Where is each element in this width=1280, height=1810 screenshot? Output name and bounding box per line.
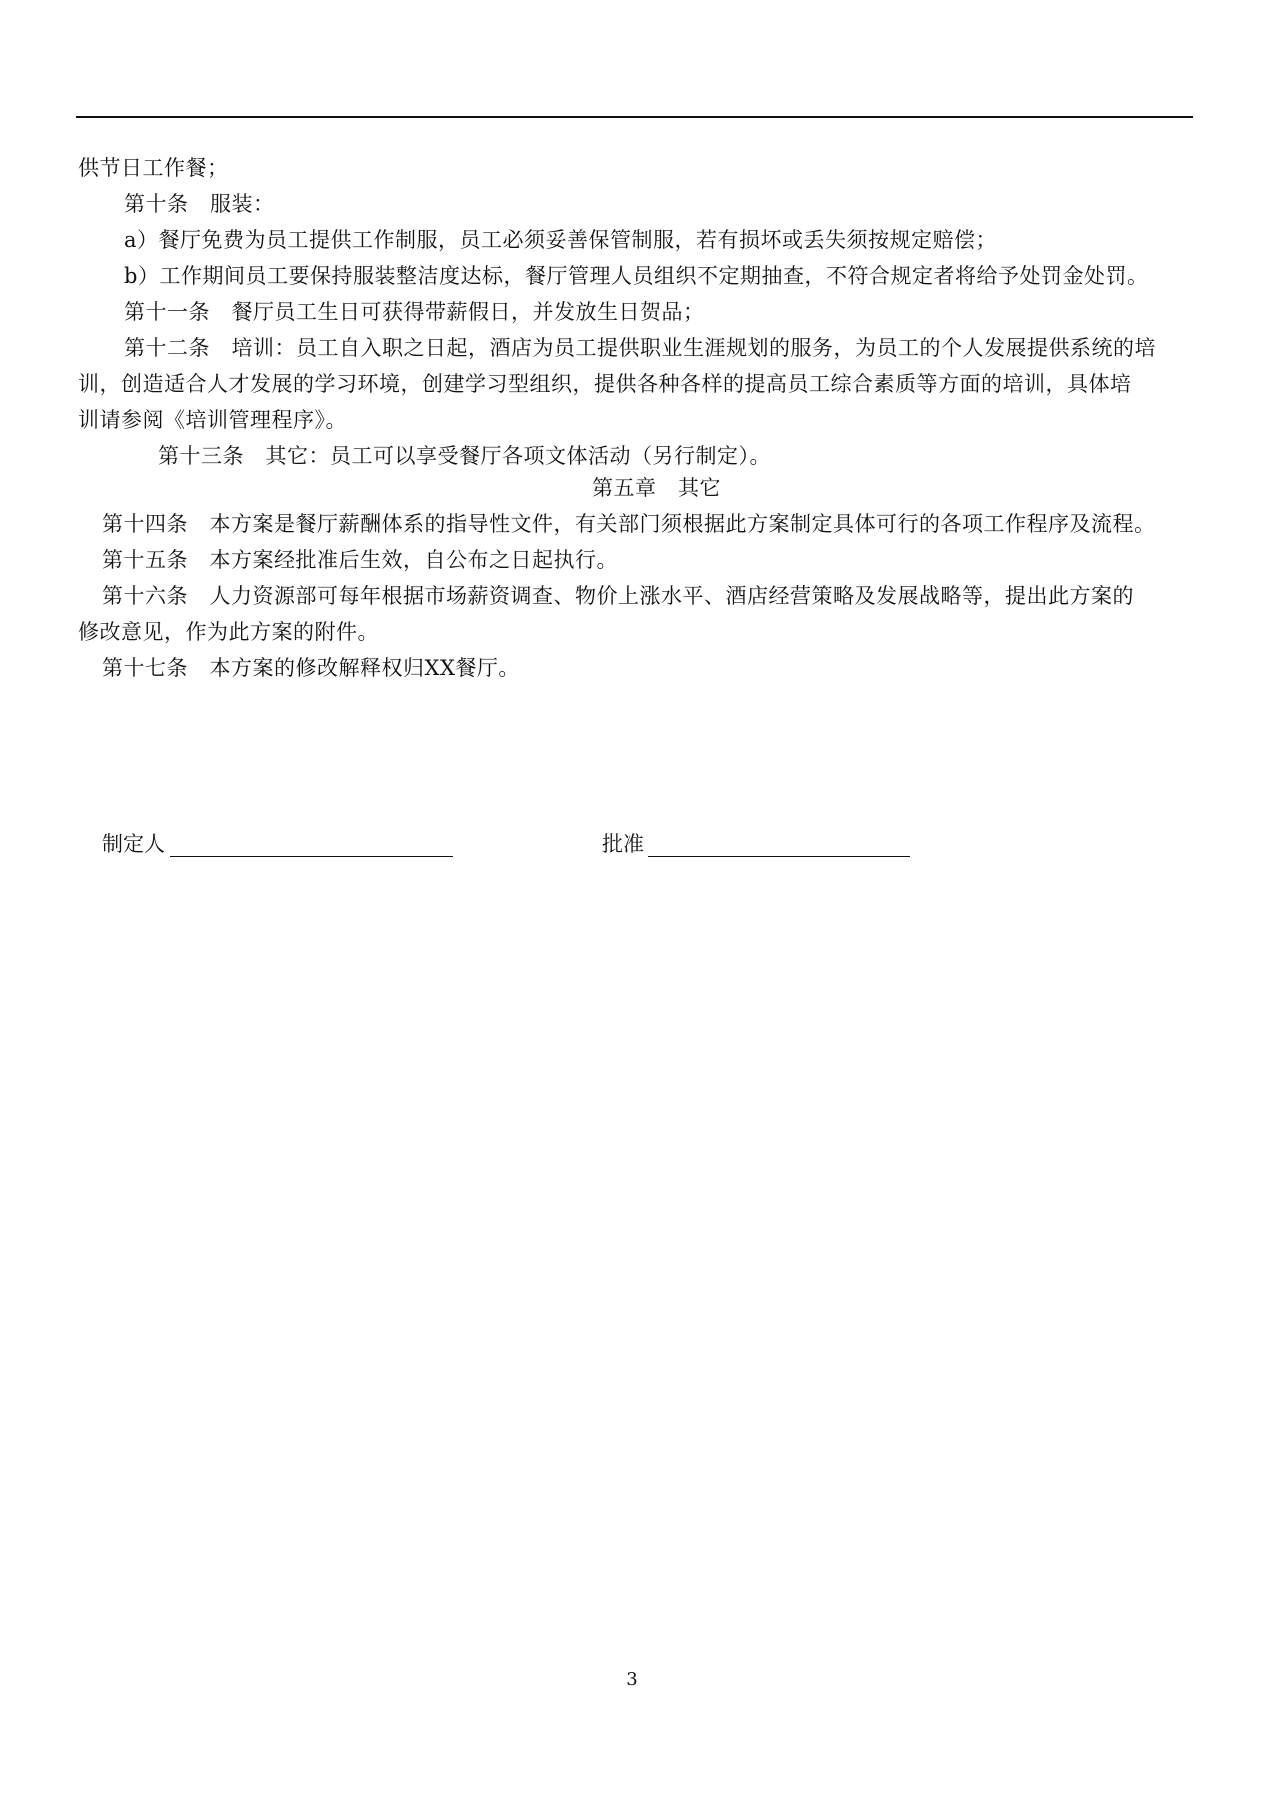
chapter-5-heading: 第五章 其它	[592, 476, 721, 500]
article-12-line-3: 训请参阅《培训管理程序》。	[78, 408, 347, 432]
text-line-continuation: 供节日工作餐；	[78, 156, 229, 180]
article-10-heading: 第十条 服装：	[124, 192, 275, 216]
page-number: 3	[626, 1669, 638, 1690]
article-17: 第十七条 本方案的修改解释权归XX餐厅。	[102, 656, 520, 680]
article-12-line-2: 训，创造适合人才发展的学习环境，创建学习型组织，提供各种各样的提高员工综合素质等方面的培训，具体培	[78, 372, 1132, 396]
header-rule	[76, 116, 1193, 118]
article-14: 第十四条 本方案是餐厅薪酬体系的指导性文件，有关部门须根据此方案制定具体可行的各项工作程序及流程。	[102, 512, 1156, 536]
article-10-item-b: b）工作期间员工要保持服装整洁度达标，餐厅管理人员组织不定期抽查，不符合规定者将给予处罚金处罚。	[124, 264, 1149, 288]
article-15: 第十五条 本方案经批准后生效，自公布之日起执行。	[102, 548, 618, 572]
drafter-label: 制定人	[102, 832, 165, 856]
article-13: 第十三条 其它：员工可以享受餐厅各项文体活动（另行制定）。	[158, 444, 771, 468]
article-12-line-1: 第十二条 培训：员工自入职之日起，酒店为员工提供职业生涯规划的服务，为员工的个人发展提供系统的培	[124, 336, 1156, 360]
article-11: 第十一条 餐厅员工生日可获得带薪假日，并发放生日贺品；	[124, 300, 705, 324]
article-16-line-2: 修改意见，作为此方案的附件。	[78, 620, 379, 644]
drafter-signature-line	[170, 856, 453, 857]
approver-signature-line	[648, 856, 910, 857]
approver-label: 批准	[602, 832, 644, 856]
article-10-item-a: a）餐厅免费为员工提供工作制服，员工必须妥善保管制服，若有损坏或丢失须按规定赔偿；	[124, 228, 998, 252]
article-16-line-1: 第十六条 人力资源部可每年根据市场薪资调查、物价上涨水平、酒店经营策略及发展战略等，提出此方案的	[102, 584, 1134, 608]
